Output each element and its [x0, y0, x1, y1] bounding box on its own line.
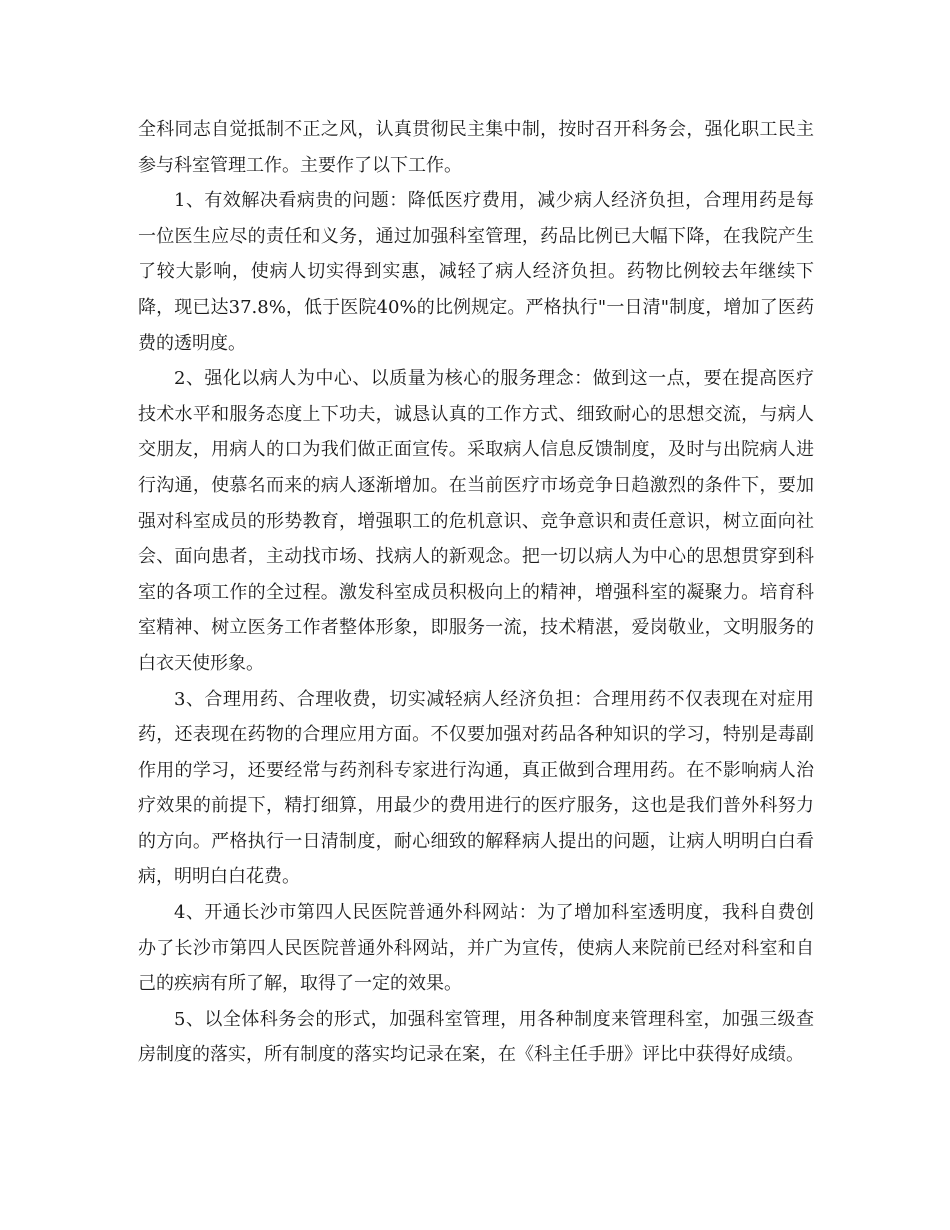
paragraph-item-4: 4、开通长沙市第四人民医院普通外科网站：为了增加科室透明度，我科自费创办了长沙市第四人民医院普通外科网站，并广为宣传，使病人来院前已经对科室和自己的疾病有所了解，取得了一定的效果。	[138, 902, 814, 995]
paragraph-intro: 全科同志自觉抵制不正之风，认真贯彻民主集中制，按时召开科务会，强化职工民主参与科室管理工作。主要作了以下工作。	[138, 119, 814, 176]
document-body	[138, 112, 814, 1073]
paragraph-item-2: 2、强化以病人为中心、以质量为核心的服务理念：做到这一点，要在提高医疗技术水平和服务态度上下功夫，诚恳认真的工作方式、细致耐心的思想交流，与病人交朋友，用病人的口为我们做正面宣传。采取病人信息反馈制度，及时与出院病人进行沟通，使慕名而来的病人逐渐增加。在当前医疗市场竞争日趋激烈的条件下，要加强对科室成员的形势教育，增强职工的危机意识、竞争意识和责任意识，树立面向社会、面向患者，主动找市场、找病人的新观念。把一切以病人为中心的思想贯穿到科室的各项工作的全过程。激发科室成员积极向上的精神，增强科室的凝聚力。培育科室精神、树立医务工作者整体形象，即服务一流，技术精湛，爱岗敬业，文明服务的白衣天使形象。	[138, 368, 814, 674]
paragraph-item-3: 3、合理用药、合理收费，切实减轻病人经济负担：合理用药不仅表现在对症用药，还表现在药物的合理应用方面。不仅要加强对药品各种知识的学习，特别是毒副作用的学习，还要经常与药剂科专家进行沟通，真正做到合理用药。在不影响病人治疗效果的前提下，精打细算，用最少的费用进行的医疗服务，这也是我们普外科努力的方向。严格执行一日清制度，耐心细致的解释病人提出的问题，让病人明明白白看病，明明白白花费。	[138, 688, 814, 888]
paragraph-item-5: 5、以全体科务会的形式，加强科室管理，用各种制度来管理科室，加强三级查房制度的落实，所有制度的落实均记录在案，在《科主任手册》评比中获得好成绩。	[138, 1008, 814, 1066]
paragraph-item-1: 1、有效解决看病贵的问题：降低医疗费用，减少病人经济负担，合理用药是每一位医生应尽的责任和义务，通过加强科室管理，药品比例已大幅下降，在我院产生了较大影响，使病人切实得到实惠，减轻了病人经济负担。药物比例较去年继续下降，现已达37.8%，低于医院40%的比例规定。严格执行"一日清"制度，增加了医药费的透明度。	[138, 190, 814, 354]
